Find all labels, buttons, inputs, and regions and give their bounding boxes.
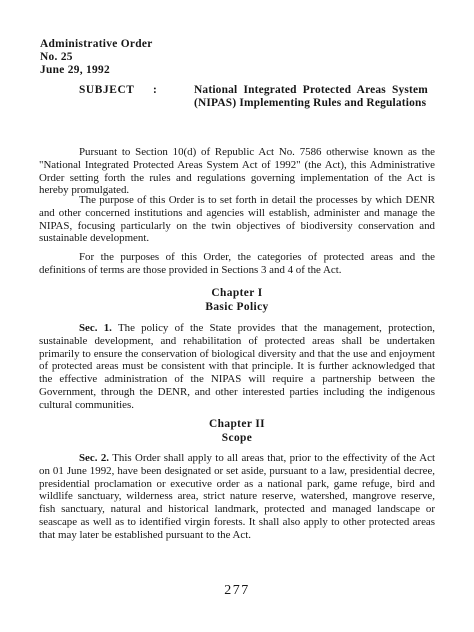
chapter-2-number: Chapter II bbox=[208, 418, 265, 430]
definitions-paragraph: For the purposes of this Order, the categories of protected areas and the definitions of terms are those provided in Sections 3 and 4 of the Act. bbox=[39, 251, 435, 276]
section-2-paragraph bbox=[39, 452, 435, 542]
order-date: June 29, 1992 bbox=[40, 64, 111, 77]
chapter-2-title: Scope bbox=[221, 431, 253, 444]
page-number: 277 bbox=[224, 583, 250, 598]
purpose-paragraph: The purpose of this Order is to set forth in detail the processes by which DENR and other concerned institutions and agencies will establish, administer and manage the NIPAS, focusing particularly on the twin objectives of biodiversity conservation and sustainable development. bbox=[39, 194, 435, 245]
chapter-2-heading bbox=[40, 418, 434, 445]
chapter-1-heading bbox=[40, 287, 434, 314]
order-header bbox=[40, 38, 153, 78]
section-1-text: The policy of the State provides that the management, protection, sustainable development, and rehabilitation of protected areas shall be undertaken primarily to ensure the conservation of biological diversity and that the use and enjoyment of protected areas must be consistent with that principle. It is further acknowledged that the effective administration of the NIPAS will require a partnership between the Government, through the DENR, and other interested parties including the indigenous cultural communities. bbox=[39, 322, 436, 411]
chapter-1-number: Chapter I bbox=[211, 287, 263, 299]
subject-colon: : bbox=[153, 84, 157, 96]
section-1-paragraph bbox=[39, 322, 435, 412]
section-1-label: Sec. 1. bbox=[79, 322, 112, 334]
section-2-text: This Order shall apply to all areas that, prior to the effectivity of the Act on 01 June 1992, have been designated or set aside, pursuant to a law, presidential decree, presidential proclamation or executive order as a national park, game refuge, bird and wildlife sanctuary, wilderness area, strict nature reserve, watershed, mangrove reserve, fish sanctuary, natural and historical landmark, protected and managed landscape or seascape as well as to identified virgin forests. It shall also apply to other protected areas that may later be established pursuant to the Act. bbox=[39, 452, 435, 541]
section-2-label: Sec. 2. bbox=[79, 452, 110, 464]
chapter-1-title: Basic Policy bbox=[205, 300, 269, 313]
intro-paragraph: Pursuant to Section 10(d) of Republic Act No. 7586 otherwise known as the "National Integrated Protected Areas System Act of 1992" (the Act), this Administrative Order setting forth the rules and regulations governing implementation of the Act is hereby promulgated. bbox=[39, 146, 435, 197]
subject-label: SUBJECT bbox=[79, 84, 135, 96]
order-type: Administrative Order bbox=[40, 38, 153, 50]
order-number: No. 25 bbox=[40, 51, 73, 64]
subject-title: National Integrated Protected Areas System (NIPAS) Implementing Rules and Regulations bbox=[194, 84, 428, 109]
